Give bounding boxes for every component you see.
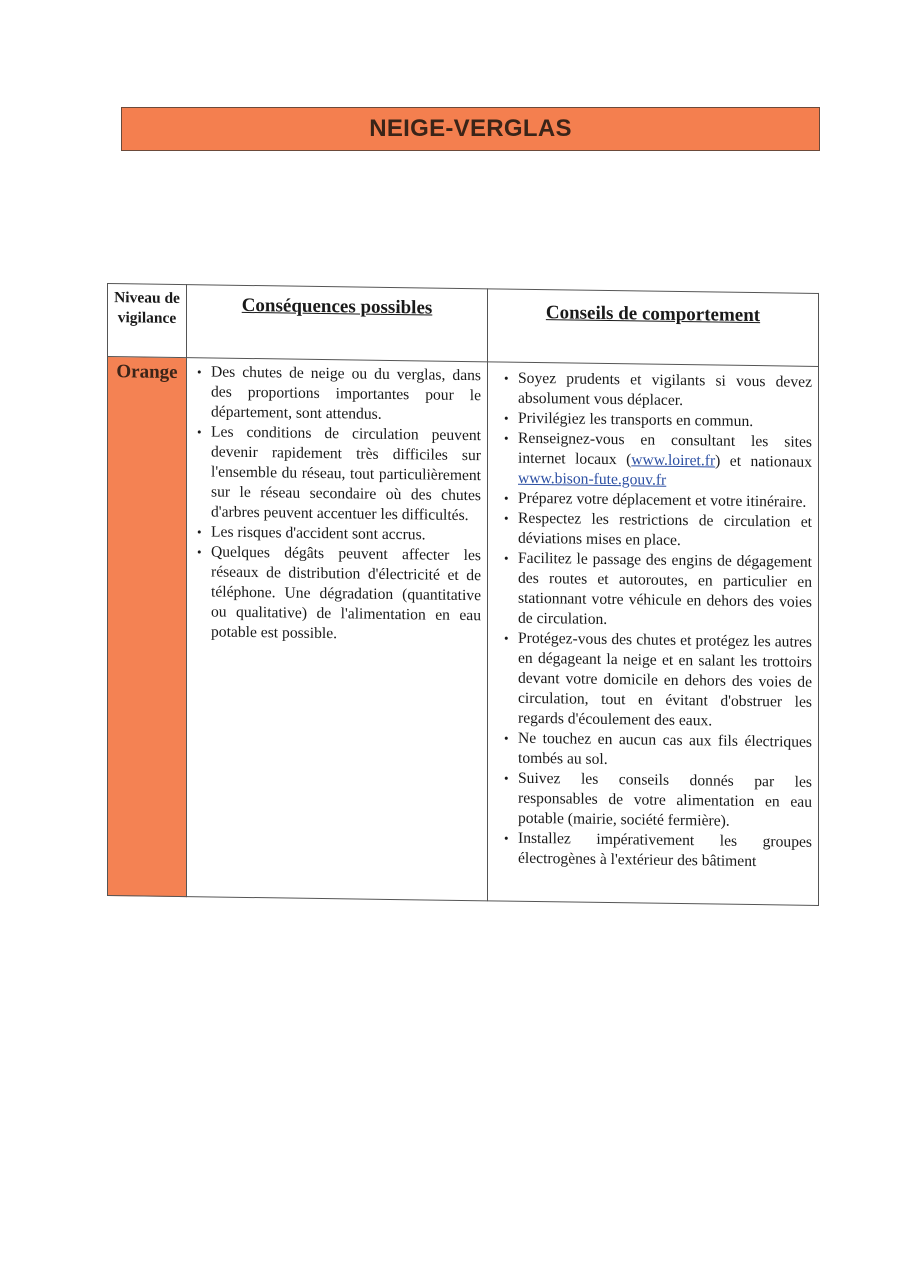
list-item: • Privilégiez les transports en commun. <box>518 409 812 433</box>
list-item: • Les risques d'accident sont accrus. <box>211 522 481 546</box>
level-label: Orange <box>116 361 178 383</box>
list-item: • Préparez votre déplacement et votre itinéraire. <box>518 489 812 513</box>
list-item: • Installez impérativement les groupes électrogènes à l'extérieur des bâtiment <box>518 829 812 873</box>
header-level: Niveau de vigilance <box>108 284 187 358</box>
header-consequences: Conséquences possibles <box>187 285 488 362</box>
consequences-cell <box>187 358 488 901</box>
list-item <box>518 429 812 493</box>
conseils-list <box>488 362 818 873</box>
title-banner <box>121 107 820 151</box>
vigilance-table-wrapper <box>107 283 818 920</box>
list-item: • Soyez prudents et vigilants si vous devez absolument vous déplacer. <box>518 369 812 413</box>
list-item: • Protégez-vous des chutes et protégez les autres en dégageant la neige et en salant les trottoirs devant votre domicile en dehors des voies de circulation, tout en évitant d'obstruer les regards d'écoulement des eaux. <box>518 629 812 733</box>
vigilance-table <box>107 283 819 906</box>
list-item: • Suivez les conseils donnés par les responsables de votre alimentation en eau potable (mairie, société fermière). <box>518 769 812 833</box>
list-item: • Les conditions de circulation peuvent devenir rapidement très difficiles sur l'ensemble du réseau, tout particulièrement sur le réseau secondaire où des chutes d'arbres peuvent accentuer les difficultés. <box>211 422 481 526</box>
list-item: • Respectez les restrictions de circulation et déviations mises en place. <box>518 509 812 553</box>
list-item-text: Renseignez-vous en consultant les sites internet locaux ( <box>518 429 812 469</box>
list-item-text: ) et nationaux <box>715 452 812 471</box>
consequences-list <box>187 358 487 646</box>
page-title: NEIGE-VERGLAS <box>369 115 572 142</box>
list-item: • Ne touchez en aucun cas aux fils électriques tombés au sol. <box>518 729 812 773</box>
bison-fute-link[interactable]: www.bison-fute.gouv.fr <box>518 469 667 489</box>
table-header-row <box>108 284 819 367</box>
header-conseils: Conseils de comportement <box>488 289 819 367</box>
loiret-link[interactable]: www.loiret.fr <box>631 451 716 470</box>
table-row-orange <box>108 357 819 906</box>
list-item: • Quelques dégâts peuvent affecter les réseaux de distribution d'électricité et de téléphone. Une dégradation (quantitative ou qualitative) de l'alimentation en eau potable est possible. <box>211 542 481 646</box>
conseils-cell <box>488 362 819 906</box>
list-item: • Facilitez le passage des engins de dégagement des routes et autoroutes, en particulier en stationnant votre véhicule en dehors des voies de circulation. <box>518 549 812 633</box>
list-item: • Des chutes de neige ou du verglas, dans des proportions importantes pour le département, sont attendus. <box>211 362 481 426</box>
level-cell <box>108 357 187 897</box>
